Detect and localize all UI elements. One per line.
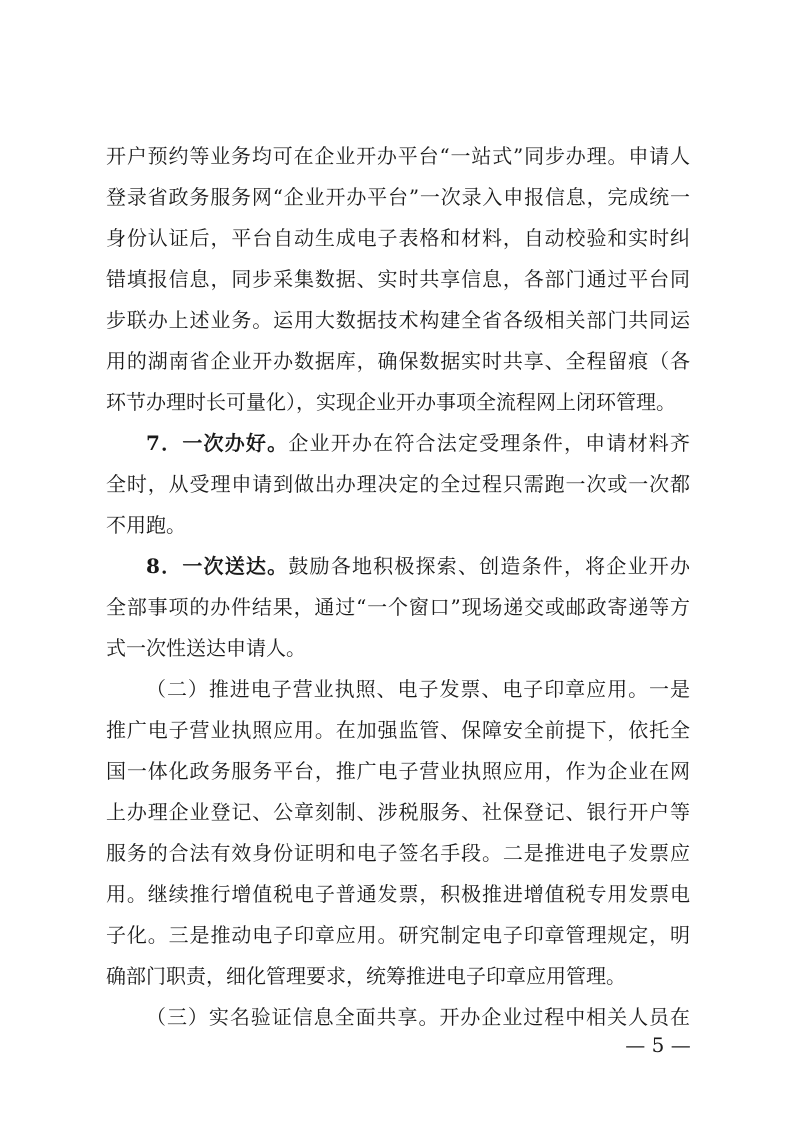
body-line: 国一体化政务服务平台，推广电子营业执照应用，作为企业在网 xyxy=(106,759,690,783)
section-3-first-line xyxy=(146,997,690,1037)
body-line: 身份认证后，平台自动生成电子表格和材料，自动校验和实时纠 xyxy=(106,226,690,250)
section-8-text: 鼓励各地积极探索、创造条件，将企业开办 xyxy=(288,554,690,578)
body-line: 登录省政务服务网“企业开办平台”一次录入申报信息，完成统一 xyxy=(106,185,690,209)
body-line: 全时，从受理申请到做出办理决定的全过程只需跑一次或一次都 xyxy=(106,472,690,496)
body-line: 上办理企业登记、公章刻制、涉税服务、社保登记、银行开户等 xyxy=(106,800,690,824)
section-2-heading: （二）推进电子营业执照、电子发票、电子印章应用。 xyxy=(146,677,650,701)
section-3-heading: （三）实名验证信息全面共享。 xyxy=(146,1005,440,1029)
body-line: 确部门职责，细化管理要求，统筹推进电子印章应用管理。 xyxy=(106,964,626,988)
body-line: 式一次性送达申请人。 xyxy=(106,636,306,660)
section-8-first-line xyxy=(146,546,690,586)
body-line: 推广电子营业执照应用。在加强监管、保障安全前提下，依托全 xyxy=(106,718,690,742)
section-8-heading: 8．一次送达。 xyxy=(146,554,289,578)
section-7-heading: 7．一次办好。 xyxy=(146,431,289,455)
body-line: 子化。三是推动电子印章应用。研究制定电子印章管理规定，明 xyxy=(106,923,690,947)
section-7-first-line xyxy=(146,423,690,463)
body-line: 开户预约等业务均可在企业开办平台“一站式”同步办理。申请人 xyxy=(106,144,690,168)
section-2-text: 一是 xyxy=(649,677,690,701)
body-line: 服务的合法有效身份证明和电子签名手段。二是推进电子发票应 xyxy=(106,841,690,865)
page-number: — 5 — xyxy=(625,1033,691,1057)
body-line: 用的湖南省企业开办数据库，确保数据实时共享、全程留痕（各 xyxy=(106,349,690,373)
section-7-text: 企业开办在符合法定受理条件，申请材料齐 xyxy=(288,431,690,455)
body-line: 全部事项的办件结果，通过“一个窗口”现场递交或邮政寄递等方 xyxy=(106,595,690,619)
body-line: 步联办上述业务。运用大数据技术构建全省各级相关部门共同运 xyxy=(106,308,690,332)
body-line: 环节办理时长可量化），实现企业开办事项全流程网上闭环管理。 xyxy=(106,390,676,414)
section-2-first-line xyxy=(146,669,690,709)
body-line: 错填报信息，同步采集数据、实时共享信息，各部门通过平台同 xyxy=(106,267,690,291)
body-line: 不用跑。 xyxy=(106,513,186,537)
body-line: 用。继续推行增值税电子普通发票，积极推进增值税专用发票电 xyxy=(106,882,690,906)
section-3-text: 开办企业过程中相关人员在 xyxy=(439,1005,690,1029)
